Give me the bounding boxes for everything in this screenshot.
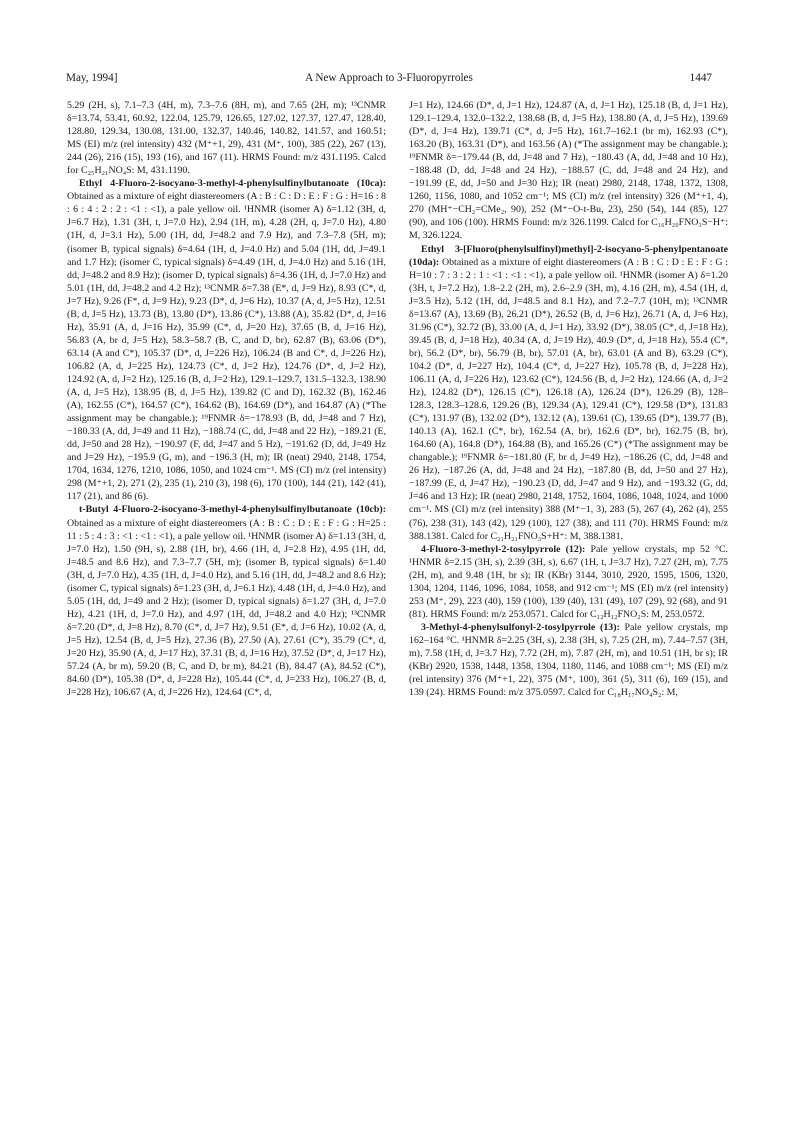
paragraph-continued <box>67 99 386 177</box>
left-column <box>67 99 386 699</box>
compound-data: Pale yellow crystals, mp 52 °C. ¹HNMR δ=2.15 (3H, s), 2.39 (3H, s), 6.67 (1H, t, J=3.7 Hz), 7.27 (2H, m), 7.75 (2H, m), and 9.48 (1H, br s); IR (KBr) 3144, 3010, 2920, 1595, 1506, 1320, 1304, 1204, 1146, 1096, 1084, 1058, and 912 cm⁻¹; MS (EI) m/z (rel intensity) 253 (M⁺, 29), 223 (40), 159 (100), 139 (40), 131 (49), 107 (29), 92 (68), and 91 (81). HRMS Found: m/z 253.0571. Calcd for C₁₂H₁₂FNO₂S: M, 253.0572. <box>409 543 728 620</box>
running-header <box>66 72 712 88</box>
compound-entry-10ca <box>67 177 386 503</box>
compound-title: Ethyl 3-[Fluoro(phenylsulfinyl)methyl]-2-isocyano-5-phenylpentanoate (10da): <box>409 243 728 268</box>
compound-title: t-Butyl 4-Fluoro-2-isocyano-3-methyl-4-phenylsulfinylbutanoate (10cb): <box>79 504 386 516</box>
compound-entry-10da <box>409 243 728 543</box>
compound-entry-10cb <box>67 503 386 699</box>
compound-data: Pale yellow crystals, mp 162–164 °C. ¹HNMR δ=2.25 (3H, s), 2.38 (3H, s), 7.25 (2H, m), 7.44–7.57 (3H, m), 7.58 (1H, d, J=3.7 Hz), 7.72 (2H, m), 7.87 (2H, m), and 10.51 (1H, br s); IR (KBr) 2920, 1538, 1448, 1358, 1304, 1180, 1146, and 1088 cm⁻¹; MS (EI) m/z (rel intensity) 376 (M⁺+1, 22), 375 (M⁺, 100), 361 (5), 311 (6), 169 (15), and 139 (24). HRMS Found: m/z 375.0597. Calcd for C₁₈H₁₇NO₄S₂: M, <box>409 621 728 699</box>
header-title: A New Approach to 3-Fluoropyrroles <box>305 72 473 84</box>
header-date: May, 1994] <box>66 72 118 84</box>
page-number: 1447 <box>689 72 712 84</box>
compound-entry-13 <box>409 621 728 699</box>
paragraph-text: 5.29 (2H, s), 7.1–7.3 (4H, m), 7.3–7.6 (8H, m), and 7.65 (2H, m); ¹³CNMR δ=13.74, 53.41, 60.92, 122.04, 125.79, 126.65, 127.02, 127.37, 127.47, 128.40, 128.80, 129.34, 130.08, 131.00, 132.37, 140.46, 140.82, 141.57, and 160.51; MS (EI) m/z (rel intensity) 432 (M⁺+1, 29), 431 (M⁺, 100), 385 (22), 267 (13), 244 (26), 216 (15), 193 (16), and 167 (11). HRMS Found: m/z 431.1195. Calcd for C₂₅H₂₁NO₄S: M, 431.1190. <box>67 100 386 177</box>
paragraph-continued <box>409 99 728 243</box>
paragraph-text: J=1 Hz), 124.66 (D*, d, J=1 Hz), 124.87 (A, d, J=1 Hz), 125.18 (B, d, J=1 Hz), 129.1–129.4, 132.0–132.2, 138.68 (B, d, J=5 Hz), 138.80 (A, d, J=5 Hz), 139.69 (D*, d, J=4 Hz), 139.71 (C*, d, J=5 Hz), 161.7–162.1 (br m), 162.93 (C*), 163.20 (B), 163.31 (D*), and 163.56 (A) (*The assignment may be changable.); ¹⁹FNMR δ=−179.44 (B, dd, J=48 and 7 Hz), −180.43 (A, dd, J=48 and 10 Hz), −188.48 (D, dd, J=48 and 24 Hz), −188.57 (C, dd, J=48 and 24 Hz), and −191.99 (E, dd, J=50 and J=30 Hz); IR (neat) 2980, 2148, 1748, 1372, 1308, 1260, 1156, 1080, and 1052 cm⁻¹; MS (CI) m/z (rel intensity) 326 (M⁺+1, 4), 270 (MH⁺−CH₂=CMe₂, 90), 252 (M⁺−O-t-Bu, 23), 250 (54), 144 (85), 127 (90), and 106 (100). HRMS Found: m/z 326.1199. Calcd for C₁₆H₂₀FNO₃S−H⁺: M, 326.1224. <box>409 100 728 242</box>
compound-data: Obtained as a mixture of eight diastereomers (A : B : C : D : E : F : G : H=25 : 11 : 5 : 4 : 3 : <1 : <1 : <1), a pale yellow oil. ¹HNMR (isomer A) δ=1.13 (3H, d, J=7.0 Hz), 1.50 (9H, s), 2.88 (1H, br), 4.66 (1H, d, J=2.8 Hz), 4.95 (1H, dd, J=48.5 and 8.6 Hz), and 7.3–7.7 (5H, m); (isomer B, typical signals) δ=1.40 (3H, d, J=7.0 Hz), 4.35 (1H, d, J=4.0 Hz), and 5.16 (1H, dd, J=48.2 and 8.6 Hz); (isomer C, typical signals) δ=1.23 (3H, d, J=6.1 Hz), 4.48 (1H, d, J=4.0 Hz), and 5.05 (1H, dd, J=49 and 2 Hz); (isomer D, typical signals) δ=1.27 (3H, d, J=7.0 Hz), 4.21 (1H, d, J=7.0 Hz), and 4.97 (1H, dd, J=48.2 and 4.0 Hz); ¹³CNMR δ=7.20 (D*, d, J=8 Hz), 8.70 (C*, d, J=7 Hz), 9.51 (E*, d, J=6 Hz), 10.02 (A, d, J=5 Hz), 12.54 (B, d, J=5 Hz), 27.36 (B), 27.50 (A), 27.61 (C*), 35.79 (C*, d, J=20 Hz), 35.90 (A, d, J=17 Hz), 37.31 (B, d, J=16 Hz), 37.52 (D*, d, J=17 Hz), 57.24 (A, br m), 59.20 (B, C, and D, br m), 84.21 (B), 84.47 (A), 84.52 (C*), 84.60 (D*), 105.38 (D*, d, J=228 Hz), 105.44 (C*, d, J=233 Hz), 106.27 (B, d, J=228 Hz), 106.67 (A, d, J=226 Hz), 124.64 (C*, d, <box>67 517 386 699</box>
compound-title: 4-Fluoro-3-methyl-2-tosylpyrrole (12): <box>421 543 586 555</box>
compound-entry-12 <box>409 543 728 621</box>
compound-data: Obtained as a mixture of eight diastereomers (A : B : C : D : E : F : G : H=10 : 7 : 3 : 2 : 1 : <1 : <1 : <1), a pale yellow oil. ¹HNMR (isomer A) δ=1.20 (3H, t, J=7.2 Hz), 1.8–2.2 (2H, m), 2.6–2.9 (3H, m), 4.16 (2H, m), 4.54 (1H, d, J=3.5 Hz), 5.12 (1H, dd, J=48.5 and 8.1 Hz), and 7.2–7.7 (10H, m); ¹³CNMR δ=13.67 (A), 13.69 (B), 26.21 (D*), 26.52 (B, d, J=6 Hz), 26.71 (A, d, J=6 Hz), 31.96 (C*), 32.72 (B), 33.00 (A, d, J=1 Hz), 33.92 (D*), 38.05 (C*, d, J=18 Hz), 39.45 (B, d, J=18 Hz), 40.34 (A, d, J=19 Hz), 40.9 (D*, d, J=18 Hz), 55.4 (C*, br), 56.2 (D*, br), 56.79 (B, br), 57.01 (A, br), 63.01 (A and B), 63.29 (C*), 104.2 (D*, d, J=227 Hz), 104.4 (C*, d, J=227 Hz), 105.78 (B, d, J=228 Hz), 106.11 (A, d, J=226 Hz), 123.62 (C*), 124.56 (B, d, J=2 Hz), 124.66 (A, d, J=2 Hz), 124.82 (D*), 126.15 (C*), 126.18 (A), 126.24 (D*), 126.29 (B), 128–128.3, 128.3–128.6, 129.26 (B), 129.34 (A), 129.41 (C*), 129.58 (D*), 131.83 (C*), 131.97 (B), 132.02 (D*), 132.12 (A), 139.61 (C), 139.65 (D*), 139.77 (B), 140.13 (A), 162.1 (C*, br), 162.54 (A, br), 162.6 (D*, br), 162.75 (B, br), 164.60 (A), 164.8 (D*), 164.88 (B), and 165.26 (C*) (*The assignment may be changable.); ¹⁹FNMR δ=−181.80 (F, br d, J=49 Hz), −186.26 (C, dd, J=48 and 26 Hz), −187.26 (A, dd, J=48 and 24 Hz), −187.80 (B, dd, J=50 and 27 Hz), −187.99 (E, d, J=47 Hz), −190.23 (D, dd, J=47 and 9 Hz), and −193.32 (G, dd, J=46 and 13 Hz); IR (neat) 2980, 2148, 1752, 1604, 1086, 1048, 1024, and 1000 cm⁻¹. MS (CI) m/z (rel intensity) 388 (M⁺−1, 3), 283 (5), 267 (4), 262 (4), 255 (76), 238 (31), 143 (42), 129 (100), 127 (38), and 111 (70). HRMS Found: m/z 388.1381. Calcd for C₂₁H₂₁FNO₃S+H⁺: M, 388.1381. <box>409 256 728 542</box>
compound-title: 3-Methyl-4-phenylsulfonyl-2-tosylpyrrole (13): <box>421 621 620 633</box>
compound-data: Obtained as a mixture of eight diastereomers (A : B : C : D : E : F : G : H=16 : 8 : 6 : 4 : 2 : 2 : <1 : <1), a pale yellow oil. ¹HNMR (isomer A) δ=1.12 (3H, d, J=6.7 Hz), 1.31 (3H, t, J=7.0 Hz), 2.94 (1H, m), 4.28 (2H, q, J=7.0 Hz), 4.80 (1H, d, J=3.1 Hz), 5.00 (1H, dd, J=48.2 and 7.9 Hz), and 7.3–7.8 (5H, m); (isomer B, typical signals) δ=4.64 (1H, d, J=4.0 Hz) and 5.04 (1H, dd, J=49.1 and 1.7 Hz); (isomer C, typical signals) δ=4.49 (1H, d, J=4.0 Hz) and 5.16 (1H, dd, J=48.2 and 8.9 Hz); (isomer D, typical signals) δ=4.36 (1H, d, J=7.0 Hz) and 5.01 (1H, dd, J=48.2 and 4.2 Hz); ¹³CNMR δ=7.38 (E*, d, J=9 Hz), 8.93 (C*, d, J=7 Hz), 9.26 (F*, d, J=9 Hz), 9.23 (D*, d, J=6 Hz), 10.37 (A, d, J=5 Hz), 12.51 (B, d, J=5 Hz), 13.73 (B), 13.80 (D*), 13.86 (C*), 13.88 (A), 35.82 (D*, d, J=16 Hz), 35.91 (A, d, J=16 Hz), 35.99 (C*, d, J=20 Hz), 37.65 (B, d, J=16 Hz), 56.83 (A, br d, J=5 Hz), 58.3–58.7 (B, C, and D, br), 62.87 (B), 63.06 (D*), 63.14 (A and C*), 105.37 (D*, d, J=226 Hz), 106.24 (B and C*, d, J=226 Hz), 106.82 (A, d, J=225 Hz), 124.73 (C*, d, J=2 Hz), 124.76 (D*, d, J=2 Hz), 124.92 (A, d, J=2 Hz), 125.16 (B, d, J=2 Hz), 129.1–129.7, 131.5–132.3, 138.90 (A, d, J=5 Hz), 138.95 (B, d, J=5 Hz), 139.82 (C and D), 162.32 (B), 162.46 (A), 162.55 (C*), 164.57 (C*), 164.62 (B), 164.69 (D*), and 164.87 (A) (*The assignment may be changable.); ¹⁹FNMR δ=−178.93 (B, dd, J=48 and 7 Hz), −180.33 (A, dd, J=49 and 11 Hz), −188.74 (C, dd, J=48 and 22 Hz), −189.21 (E, dd, J=50 and 28 Hz), −190.97 (F, dd, J=47 and 5 Hz), −191.62 (D, dd, J=49 Hz and J=29 Hz), −195.9 (G, m), and −196.3 (H, m); IR (neat) 2940, 2148, 1754, 1704, 1634, 1276, 1210, 1086, 1050, and 1024 cm⁻¹. MS (CI) m/z (rel intensity) 298 (M⁺+1, 2), 271 (2), 235 (1), 210 (3), 198 (6), 170 (100), 144 (21), 142 (41), 117 (21), and 86 (6). <box>67 191 386 503</box>
compound-title: Ethyl 4-Fluoro-2-isocyano-3-methyl-4-phenylsulfinylbutanoate (10ca): <box>79 178 386 190</box>
right-column <box>409 99 728 699</box>
